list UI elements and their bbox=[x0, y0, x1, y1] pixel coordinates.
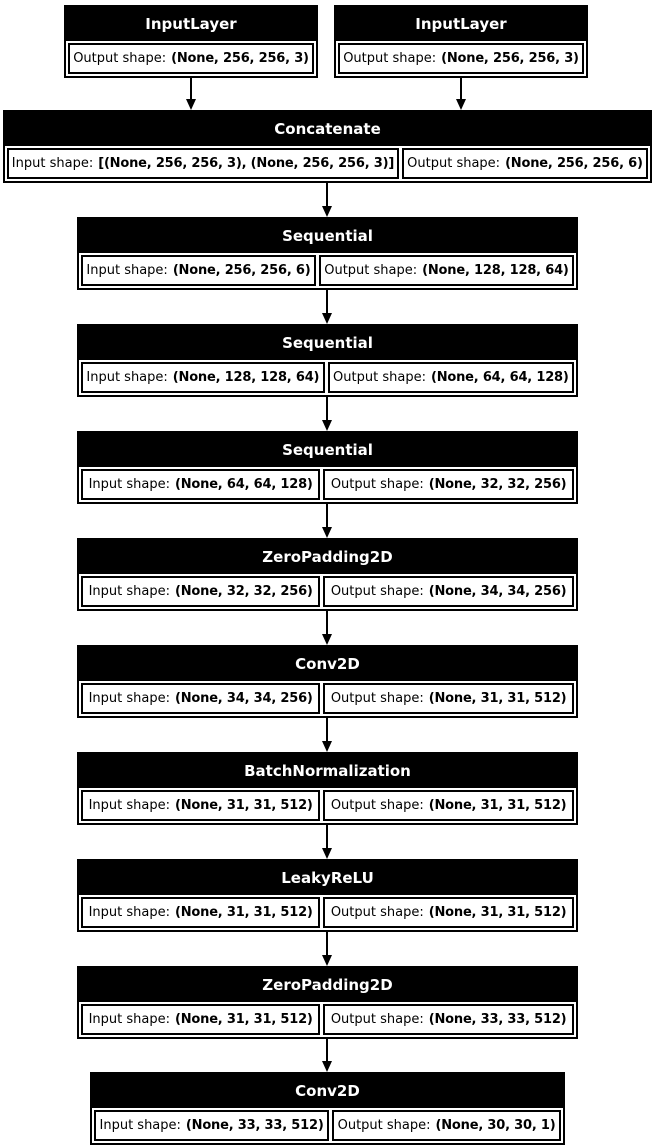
input-shape-cell bbox=[81, 790, 320, 821]
input-shape-cell bbox=[81, 362, 325, 393]
shape-value: (None, 31, 31, 512) bbox=[174, 1012, 313, 1027]
node-conv2d-2 bbox=[90, 1072, 565, 1145]
output-shape-cell bbox=[338, 43, 584, 74]
shape-label: Output shape: bbox=[330, 584, 424, 599]
input-shape-cell bbox=[81, 469, 320, 500]
shape-value: (None, 128, 128, 64) bbox=[172, 370, 320, 385]
arrowhead-down-icon bbox=[322, 634, 332, 645]
node-inputlayer-1 bbox=[64, 5, 318, 78]
shape-value: (None, 31, 31, 512) bbox=[428, 905, 567, 920]
shape-value: (None, 64, 64, 128) bbox=[430, 370, 569, 385]
shape-value: (None, 33, 33, 512) bbox=[428, 1012, 567, 1027]
layer-type-label: ZeroPadding2D bbox=[79, 968, 576, 1002]
node-zeropadding2d-2 bbox=[77, 966, 578, 1039]
shape-label: Output shape: bbox=[343, 51, 437, 66]
output-shape-cell bbox=[323, 897, 574, 928]
node-sequential-1 bbox=[77, 217, 578, 290]
arrowhead-down-icon bbox=[322, 420, 332, 431]
shape-value: (None, 31, 31, 512) bbox=[174, 905, 313, 920]
arrowhead-down-icon bbox=[322, 1061, 332, 1072]
shape-label: Input shape: bbox=[99, 1118, 181, 1133]
input-shape-cell bbox=[81, 255, 316, 286]
layer-type-label: Conv2D bbox=[92, 1074, 563, 1108]
shape-label: Input shape: bbox=[88, 584, 170, 599]
arrowhead-down-icon bbox=[322, 955, 332, 966]
shape-value: (None, 256, 256, 3) bbox=[171, 51, 309, 66]
edge-arrow-conv1-bn bbox=[326, 718, 328, 752]
layer-type-label: Concatenate bbox=[5, 112, 650, 146]
edge-arrow-input2-concat bbox=[460, 78, 462, 110]
shape-value: (None, 31, 31, 512) bbox=[174, 798, 313, 813]
node-sequential-3 bbox=[77, 431, 578, 504]
input-shape-cell bbox=[81, 683, 320, 714]
shape-label: Output shape: bbox=[330, 477, 424, 492]
output-shape-cell bbox=[323, 683, 574, 714]
edge-arrow-lrelu-zp2 bbox=[326, 932, 328, 966]
shape-value: (None, 33, 33, 512) bbox=[185, 1118, 324, 1133]
shape-row bbox=[79, 360, 576, 395]
layer-type-label: LeakyReLU bbox=[79, 861, 576, 895]
layer-type-label: InputLayer bbox=[336, 7, 586, 41]
shape-value: [(None, 256, 256, 3), (None, 256, 256, 3)] bbox=[98, 156, 395, 171]
edge-arrow-zp1-conv1 bbox=[326, 611, 328, 645]
shape-value: (None, 31, 31, 512) bbox=[428, 691, 567, 706]
input-shape-cell bbox=[7, 148, 399, 179]
output-shape-cell bbox=[323, 790, 574, 821]
shape-value: (None, 256, 256, 6) bbox=[505, 156, 643, 171]
input-shape-cell bbox=[81, 576, 320, 607]
node-leakyrelu bbox=[77, 859, 578, 932]
layer-type-label: Sequential bbox=[79, 433, 576, 467]
shape-value: (None, 64, 64, 128) bbox=[174, 477, 313, 492]
node-concatenate bbox=[3, 110, 652, 183]
output-shape-cell bbox=[402, 148, 648, 179]
shape-row bbox=[79, 681, 576, 716]
input-shape-cell bbox=[81, 1004, 320, 1035]
shape-label: Input shape: bbox=[88, 477, 170, 492]
shape-row bbox=[66, 41, 316, 76]
node-inputlayer-2 bbox=[334, 5, 588, 78]
shape-row bbox=[336, 41, 586, 76]
shape-row bbox=[5, 146, 650, 181]
shape-label: Output shape: bbox=[73, 51, 167, 66]
shape-row bbox=[79, 253, 576, 288]
edge-arrow-bn-lrelu bbox=[326, 825, 328, 859]
shape-label: Input shape: bbox=[11, 156, 94, 171]
shape-value: (None, 128, 128, 64) bbox=[422, 263, 569, 278]
output-shape-cell bbox=[319, 255, 574, 286]
node-zeropadding2d-1 bbox=[77, 538, 578, 611]
edge-arrow-zp2-conv2 bbox=[326, 1039, 328, 1072]
shape-label: Input shape: bbox=[88, 905, 170, 920]
shape-value: (None, 31, 31, 512) bbox=[428, 798, 567, 813]
shape-label: Output shape: bbox=[330, 798, 424, 813]
input-shape-cell bbox=[94, 1110, 329, 1141]
shape-label: Output shape: bbox=[407, 156, 501, 171]
shape-label: Output shape: bbox=[337, 1118, 431, 1133]
shape-row bbox=[79, 895, 576, 930]
shape-label: Input shape: bbox=[88, 798, 170, 813]
shape-value: (None, 32, 32, 256) bbox=[428, 477, 567, 492]
shape-value: (None, 256, 256, 3) bbox=[441, 51, 579, 66]
arrowhead-down-icon bbox=[322, 848, 332, 859]
layer-type-label: BatchNormalization bbox=[79, 754, 576, 788]
layer-type-label: InputLayer bbox=[66, 7, 316, 41]
input-shape-cell bbox=[81, 897, 320, 928]
shape-row bbox=[79, 788, 576, 823]
arrowhead-down-icon bbox=[322, 527, 332, 538]
edge-arrow-input1-concat bbox=[190, 78, 192, 110]
shape-label: Output shape: bbox=[330, 1012, 424, 1027]
arrowhead-down-icon bbox=[186, 99, 196, 110]
shape-value: (None, 34, 34, 256) bbox=[174, 691, 313, 706]
shape-row bbox=[79, 467, 576, 502]
shape-label: Input shape: bbox=[88, 1012, 170, 1027]
arrowhead-down-icon bbox=[456, 99, 466, 110]
shape-value: (None, 256, 256, 6) bbox=[172, 263, 311, 278]
layer-type-label: Sequential bbox=[79, 326, 576, 360]
output-shape-cell bbox=[332, 1110, 561, 1141]
arrowhead-down-icon bbox=[322, 206, 332, 217]
edge-arrow-seq1-seq2 bbox=[326, 290, 328, 324]
node-sequential-2 bbox=[77, 324, 578, 397]
output-shape-cell bbox=[323, 576, 574, 607]
shape-label: Output shape: bbox=[333, 370, 426, 385]
shape-value: (None, 30, 30, 1) bbox=[435, 1118, 556, 1133]
shape-row bbox=[79, 574, 576, 609]
shape-label: Input shape: bbox=[88, 691, 170, 706]
output-shape-cell bbox=[323, 1004, 574, 1035]
shape-label: Output shape: bbox=[330, 691, 424, 706]
edge-arrow-seq2-seq3 bbox=[326, 397, 328, 431]
shape-row bbox=[92, 1108, 563, 1143]
arrowhead-down-icon bbox=[322, 741, 332, 752]
shape-value: (None, 34, 34, 256) bbox=[428, 584, 567, 599]
shape-row bbox=[79, 1002, 576, 1037]
layer-type-label: Conv2D bbox=[79, 647, 576, 681]
edge-arrow-seq3-zp1 bbox=[326, 504, 328, 538]
edge-arrow-concat-seq1 bbox=[326, 183, 328, 217]
node-conv2d-1 bbox=[77, 645, 578, 718]
layer-type-label: ZeroPadding2D bbox=[79, 540, 576, 574]
arrowhead-down-icon bbox=[322, 313, 332, 324]
shape-label: Input shape: bbox=[86, 263, 168, 278]
output-shape-cell bbox=[323, 469, 574, 500]
shape-label: Input shape: bbox=[86, 370, 168, 385]
output-shape-cell bbox=[328, 362, 574, 393]
node-batchnormalization bbox=[77, 752, 578, 825]
shape-label: Output shape: bbox=[330, 905, 424, 920]
output-shape-cell bbox=[68, 43, 314, 74]
layer-type-label: Sequential bbox=[79, 219, 576, 253]
shape-value: (None, 32, 32, 256) bbox=[174, 584, 313, 599]
shape-label: Output shape: bbox=[324, 263, 418, 278]
